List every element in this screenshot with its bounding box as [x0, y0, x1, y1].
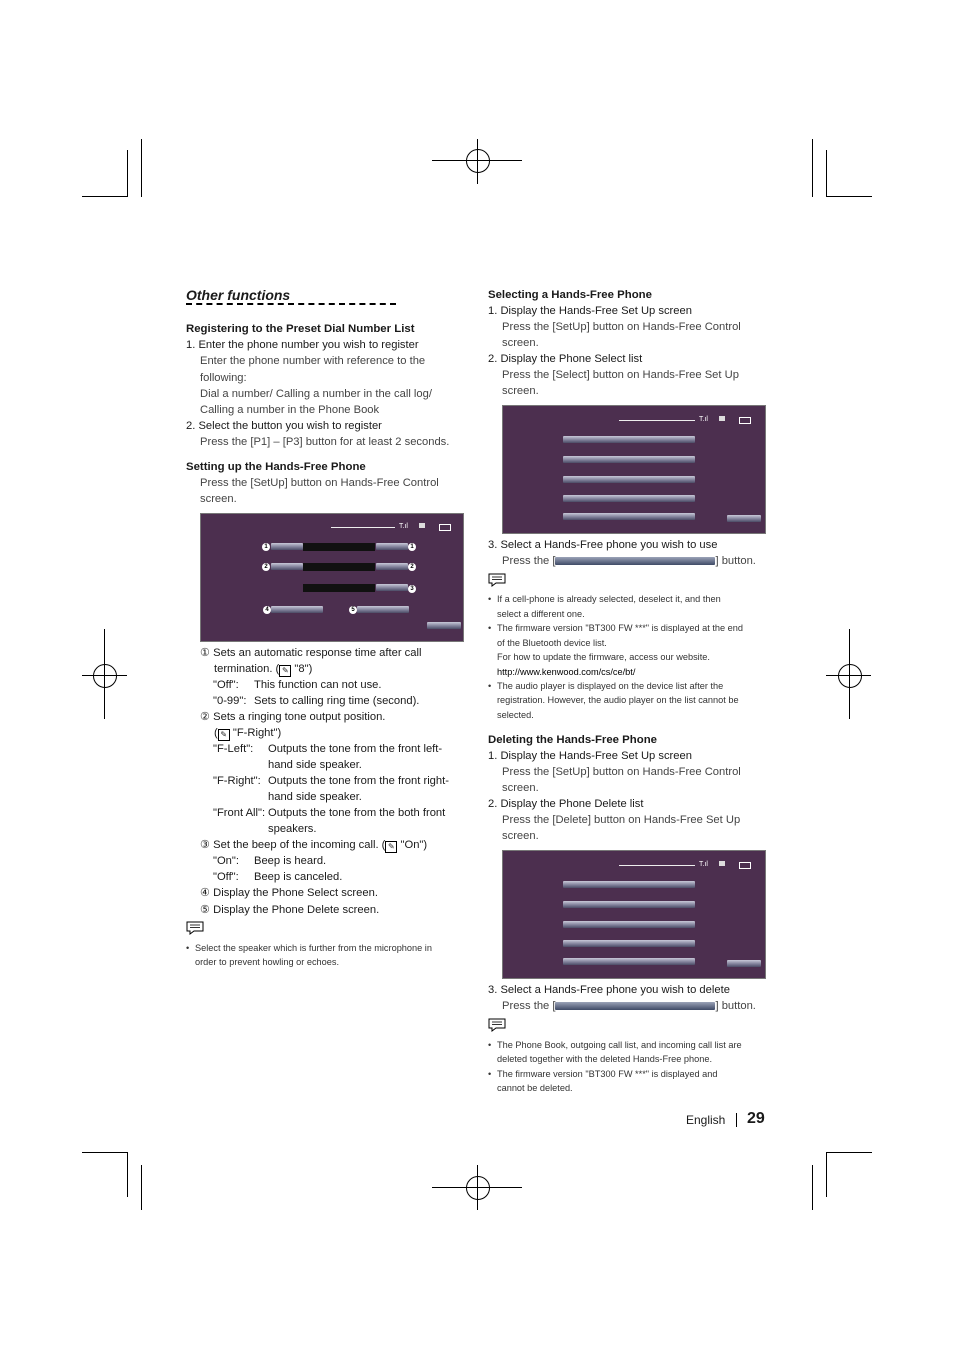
select-step-2: 2. Display the Phone Select list [488, 353, 643, 365]
battery-icon [439, 524, 451, 531]
desc-1-option-value: This function can not use. [254, 679, 382, 691]
delete-step-2-text: screen. [502, 830, 539, 842]
note-text: The firmware version "BT300 FW ***" is displayed and [497, 1069, 718, 1079]
note-icon [186, 921, 204, 935]
select-step-1: 1. Display the Hands-Free Set Up screen [488, 305, 692, 317]
desc-1-default: termination. ( ✎ "8") [214, 663, 313, 675]
desc-1: ① Sets an automatic response time after call [200, 647, 422, 659]
crop-mark [812, 1165, 813, 1210]
preset-step-2-text: Press the [P1] – [P3] button for at least 2 seconds. [200, 436, 450, 448]
note-text: cannot be deleted. [497, 1083, 573, 1093]
delete-step-1: 1. Display the Hands-Free Set Up screen [488, 750, 692, 762]
setup-heading: Setting up the Hands-Free Phone [186, 461, 366, 473]
preset-heading: Registering to the Preset Dial Number List [186, 323, 415, 335]
desc-2-option-value: Outputs the tone from the both front [268, 807, 446, 819]
select-step-1-text: screen. [502, 337, 539, 349]
note-text: registration. However, the audio player on the list cannot be [497, 695, 739, 705]
note-text: deleted together with the deleted Hands-Free phone. [497, 1054, 713, 1064]
footer-divider [736, 1113, 737, 1127]
desc-3-option-key: "On": [213, 855, 239, 867]
select-step-2-text: screen. [502, 385, 539, 397]
phone-icon [719, 416, 725, 421]
pen-icon: ✎ [279, 665, 291, 677]
note-text: selected. [497, 710, 534, 720]
phone-delete-screen-image [502, 850, 766, 979]
title-underline [186, 303, 396, 305]
preset-step-1-text: Calling a number in the Phone Book [200, 404, 380, 416]
delete-step-2: 2. Display the Phone Delete list [488, 798, 644, 810]
note-bullet: • [488, 1040, 492, 1050]
desc-5: ⑤ Display the Phone Delete screen. [200, 904, 380, 916]
desc-3-option-value: Beep is canceled. [254, 871, 343, 883]
note-text: The audio player is displayed on the device list after the [497, 681, 724, 691]
crop-mark [826, 196, 872, 197]
website-link[interactable]: http://www.kenwood.com/cs/ce/bt/ [497, 667, 636, 677]
note-text: For how to update the firmware, access our website. [497, 652, 710, 662]
desc-2-default: ( ✎ "F-Right") [214, 727, 282, 739]
preset-step-1: 1. Enter the phone number you wish to register [186, 339, 419, 351]
note-text: of the Bluetooth device list. [497, 638, 607, 648]
battery-icon [739, 417, 751, 424]
phone-button-image [555, 1002, 715, 1010]
footer-language: English [686, 1113, 726, 1127]
crop-mark [141, 1165, 142, 1210]
section-title: Other functions [186, 287, 291, 303]
note-text: order to prevent howling or echoes. [195, 957, 340, 967]
select-step-1-text: Press the [SetUp] button on Hands-Free Control [502, 321, 741, 333]
desc-4: ④ Display the Phone Select screen. [200, 887, 378, 899]
desc-1-option-key: "Off": [213, 679, 239, 691]
crop-mark [812, 139, 813, 197]
setup-text: screen. [200, 493, 237, 505]
note-bullet: • [186, 943, 190, 953]
phone-button-image [555, 557, 715, 565]
preset-step-1-text: following: [200, 372, 247, 384]
select-step-3: 3. Select a Hands-Free phone you wish to use [488, 539, 718, 551]
signal-icon: T.ıl [399, 523, 408, 530]
select-heading: Selecting a Hands-Free Phone [488, 289, 652, 301]
crop-mark [82, 196, 128, 197]
phone-icon [419, 523, 425, 528]
crop-mark [82, 1152, 128, 1153]
delete-step-2-text: Press the [Delete] button on Hands-Free Set Up [502, 814, 741, 826]
delete-heading: Deleting the Hands-Free Phone [488, 734, 657, 746]
note-text: If a cell-phone is already selected, deselect it, and then [497, 594, 721, 604]
desc-2-option-value: hand side speaker. [268, 759, 362, 771]
desc-3-option-key: "Off": [213, 871, 239, 883]
desc-2-option-key: "F-Left": [213, 743, 254, 755]
desc-3-option-value: Beep is heard. [254, 855, 327, 867]
pen-icon: ✎ [218, 729, 230, 741]
select-step-2-text: Press the [Select] button on Hands-Free Set Up [502, 369, 739, 381]
desc-2-option-value: speakers. [268, 823, 317, 835]
crop-mark [826, 1152, 872, 1153]
desc-2: ② Sets a ringing tone output position. [200, 711, 386, 723]
note-bullet: • [488, 623, 492, 633]
note-bullet: • [488, 594, 492, 604]
crop-mark [141, 139, 142, 197]
phone-icon [719, 861, 725, 866]
setup-text: Press the [SetUp] button on Hands-Free Control [200, 477, 439, 489]
delete-step-1-text: Press the [SetUp] button on Hands-Free Control [502, 766, 741, 778]
desc-2-option-key: "F-Right": [213, 775, 261, 787]
crop-mark [826, 150, 827, 197]
note-text: Select the speaker which is further from the microphone in [195, 943, 432, 953]
desc-3: ③ Set the beep of the incoming call. ( ✎ "On") [200, 839, 428, 851]
setup-screen-image: T.ıl 1 1 2 2 3 4 5 [200, 513, 464, 642]
crop-mark [127, 1152, 128, 1197]
delete-step-3-text: Press the [ ] button. [502, 1000, 756, 1012]
note-text: The firmware version "BT300 FW ***" is displayed at the end [497, 623, 744, 633]
page-number: 29 [747, 1110, 765, 1127]
note-bullet: • [488, 681, 492, 691]
note-icon [488, 1018, 506, 1032]
preset-step-2: 2. Select the button you wish to register [186, 420, 382, 432]
battery-icon [739, 862, 751, 869]
note-text: The Phone Book, outgoing call list, and incoming call list are [497, 1040, 742, 1050]
phone-select-screen-image [502, 405, 766, 534]
crop-mark [127, 150, 128, 197]
note-bullet: • [488, 1069, 492, 1079]
select-step-3-text: Press the [ ] button. [502, 555, 756, 567]
delete-step-3: 3. Select a Hands-Free phone you wish to delete [488, 984, 730, 996]
desc-2-option-key: "Front All": [213, 807, 266, 819]
crop-mark [826, 1152, 827, 1197]
desc-1-option-key: "0-99": [213, 695, 247, 707]
note-icon [488, 573, 506, 587]
preset-step-1-text: Dial a number/ Calling a number in the call log/ [200, 388, 432, 400]
preset-step-1-text: Enter the phone number with reference to the [200, 355, 426, 367]
pen-icon: ✎ [385, 841, 397, 853]
desc-2-option-value: hand side speaker. [268, 791, 362, 803]
signal-icon: T.ıl [699, 416, 708, 423]
signal-icon: T.ıl [699, 861, 708, 868]
delete-step-1-text: screen. [502, 782, 539, 794]
note-text: select a different one. [497, 609, 585, 619]
desc-1-option-value: Sets to calling ring time (second). [254, 695, 420, 707]
desc-2-option-value: Outputs the tone from the front left- [268, 743, 443, 755]
desc-2-option-value: Outputs the tone from the front right- [268, 775, 449, 787]
